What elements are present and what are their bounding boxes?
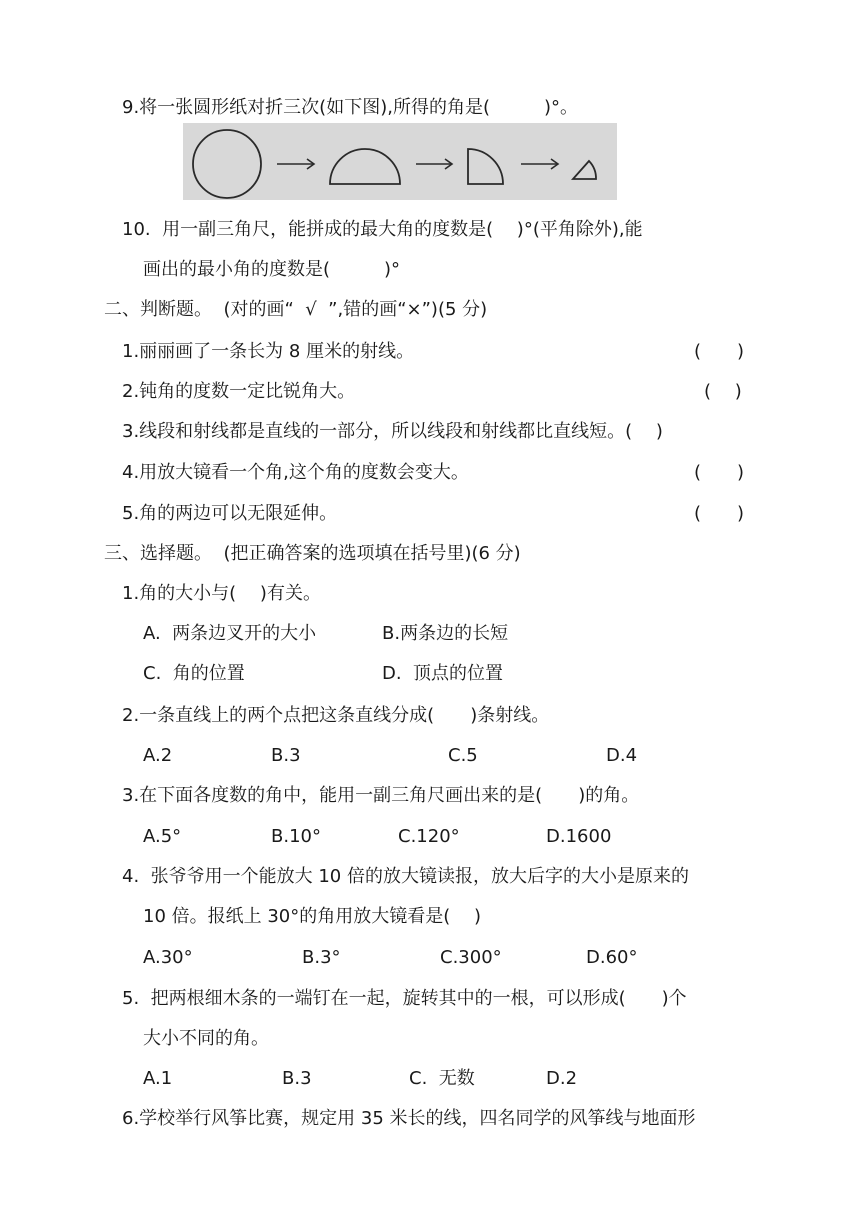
judge-answer-blank-5[interactable]: ( ) — [694, 503, 745, 524]
judge-item-3: 3.线段和射线都是直线的一部分，所以线段和射线都比直线短。( ) — [122, 421, 663, 442]
judge-item-1: 1.丽丽画了一条长为 8 厘米的射线。 — [122, 341, 415, 362]
choice-question-4-line-1: 4. 张爷爷用一个能放大 10 倍的放大镜读报，放大后字的大小是原来的 — [122, 866, 689, 887]
choice-question-5-line-1: 5. 把两根细木条的一端钉在一起，旋转其中的一根，可以形成( )个 — [122, 988, 687, 1009]
judge-item-2: 2.钝角的度数一定比锐角大。 — [122, 381, 356, 402]
choice-1-option-b: B.两条边的长短 — [382, 623, 509, 644]
choice-question-6-line-1: 6.学校举行风筝比赛，规定用 35 米长的线，四名同学的风筝线与地面形 — [122, 1108, 696, 1129]
eighth-circle-shape — [573, 161, 596, 179]
choice-4-option-b: B.3° — [302, 947, 341, 968]
question-10-line-1: 10. 用一副三角尺，能拼成的最大角的度数是( )°(平角除外),能 — [122, 219, 643, 240]
choice-1-option-d: D. 顶点的位置 — [382, 663, 504, 684]
choice-4-option-c: C.300° — [440, 947, 502, 968]
judge-item-5: 5.角的两边可以无限延伸。 — [122, 503, 338, 524]
choice-3-option-c: C.120° — [398, 826, 460, 847]
full-circle-shape — [193, 130, 261, 198]
choice-3-option-b: B.10° — [271, 826, 321, 847]
judge-item-4: 4.用放大镜看一个角,这个角的度数会变大。 — [122, 462, 469, 483]
choice-2-option-d: D.4 — [606, 745, 638, 766]
choice-question-1: 1.角的大小与( )有关。 — [122, 583, 321, 604]
choice-5-option-d: D.2 — [546, 1068, 578, 1089]
choice-1-option-c: C. 角的位置 — [143, 663, 245, 684]
quarter-circle-shape — [468, 149, 503, 184]
choice-3-option-a: A.5° — [143, 826, 182, 847]
arrow-right-icon — [416, 159, 452, 169]
choice-3-option-d: D.1600 — [546, 826, 612, 847]
choice-2-option-b: B.3 — [271, 745, 301, 766]
choice-2-option-a: A.2 — [143, 745, 173, 766]
choice-4-option-a: A.30° — [143, 947, 193, 968]
section-3-title: 三、选择题。 (把正确答案的选项填在括号里)(6 分) — [104, 543, 521, 564]
choice-question-2: 2.一条直线上的两个点把这条直线分成( )条射线。 — [122, 705, 550, 726]
question-10-line-2: 画出的最小角的度数是( )° — [143, 259, 401, 280]
circle-folding-figure — [183, 123, 617, 200]
choice-question-3: 3.在下面各度数的角中，能用一副三角尺画出来的是( )的角。 — [122, 785, 640, 806]
choice-4-option-d: D.60° — [586, 947, 638, 968]
arrow-right-icon — [521, 159, 558, 169]
arrow-right-icon — [277, 159, 314, 169]
judge-answer-blank-2[interactable]: ( ) — [704, 381, 742, 402]
choice-5-option-c: C. 无数 — [409, 1068, 475, 1089]
choice-2-option-c: C.5 — [448, 745, 478, 766]
choice-question-5-line-2: 大小不同的角。 — [143, 1028, 269, 1049]
section-2-title: 二、判断题。 (对的画“ √ ”,错的画“×”)(5 分) — [104, 299, 488, 320]
choice-5-option-a: A.1 — [143, 1068, 173, 1089]
semicircle-shape — [330, 149, 400, 184]
choice-question-4-line-2: 10 倍。报纸上 30°的角用放大镜看是( ) — [143, 906, 482, 927]
choice-1-option-a: A. 两条边叉开的大小 — [143, 623, 317, 644]
judge-answer-blank-1[interactable]: ( ) — [694, 341, 745, 362]
question-9: 9.将一张圆形纸对折三次(如下图),所得的角是( )°。 — [122, 97, 578, 118]
choice-5-option-b: B.3 — [282, 1068, 312, 1089]
judge-answer-blank-4[interactable]: ( ) — [694, 462, 745, 483]
